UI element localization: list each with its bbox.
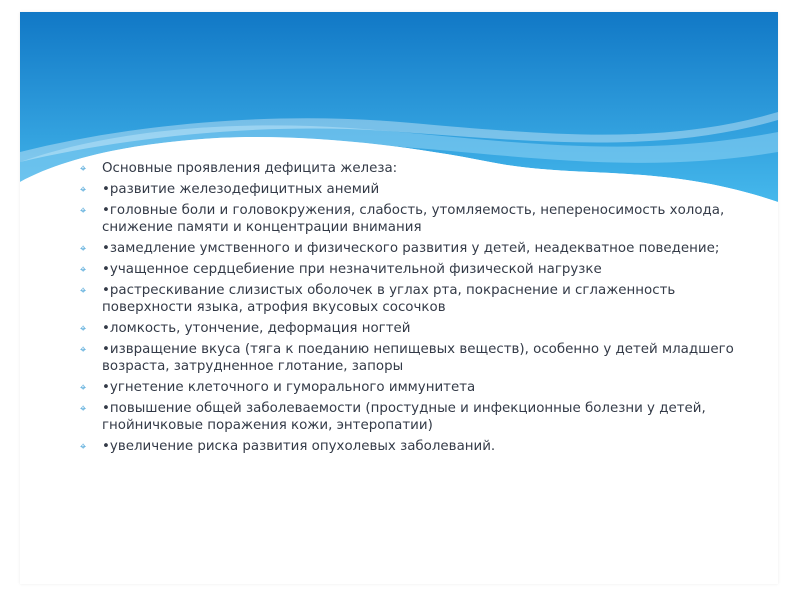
list-item: [72, 261, 752, 278]
list-item-text: •повышение общей заболеваемости (простудные и инфекционные болезни у детей, гнойничковые поражения кожи, энтеропатии): [102, 401, 706, 433]
list-item-text: •развитие железодефицитных анемий: [102, 182, 380, 197]
bullet-icon: ⌖: [80, 343, 87, 356]
list-heading: [72, 160, 752, 177]
list-item: [72, 320, 752, 337]
bullet-icon: ⌖: [80, 183, 87, 196]
list-item: [72, 240, 752, 257]
list-item-text: •растрескивание слизистых оболочек в углах рта, покраснение и сглаженность поверхности языка, атрофия вкусовых сосочков: [102, 283, 676, 315]
list-item-text: •головные боли и головокружения, слабость, утомляемость, непереносимость холода, снижение памяти и концентрации внимания: [102, 203, 725, 235]
bullet-icon: ⌖: [80, 204, 87, 217]
list-item-text: •извращение вкуса (тяга к поеданию непищевых веществ), особенно у детей младшего возраста, затрудненное глотание, запоры: [102, 342, 734, 374]
list-item: [72, 202, 752, 236]
list-item: [72, 438, 752, 455]
list-item: [72, 181, 752, 198]
bullet-icon: ⌖: [80, 284, 87, 297]
bullet-icon: ⌖: [80, 322, 87, 335]
bullet-icon: ⌖: [80, 381, 87, 394]
bullet-list: [72, 160, 752, 459]
slide-canvas: [20, 12, 778, 584]
list-item: [72, 282, 752, 316]
list-item: [72, 379, 752, 396]
list-item-text: •ломкость, утончение, деформация ногтей: [102, 321, 411, 336]
list-item-text: •учащенное сердцебиение при незначительной физической нагрузке: [102, 262, 602, 277]
list-item-text: •угнетение клеточного и гуморального иммунитета: [102, 380, 476, 395]
bullet-icon: ⌖: [80, 440, 87, 453]
list-item: [72, 400, 752, 434]
list-item-text: •замедление умственного и физического развития у детей, неадекватное поведение;: [102, 241, 720, 256]
bullet-icon: ⌖: [80, 402, 87, 415]
bullet-icon: ⌖: [80, 162, 87, 175]
bullet-icon: ⌖: [80, 263, 87, 276]
bullet-icon: ⌖: [80, 242, 87, 255]
list-item: [72, 341, 752, 375]
list-item-text: •увеличение риска развития опухолевых заболеваний.: [102, 439, 496, 454]
list-item-text: Основные проявления дефицита железа:: [102, 161, 398, 176]
